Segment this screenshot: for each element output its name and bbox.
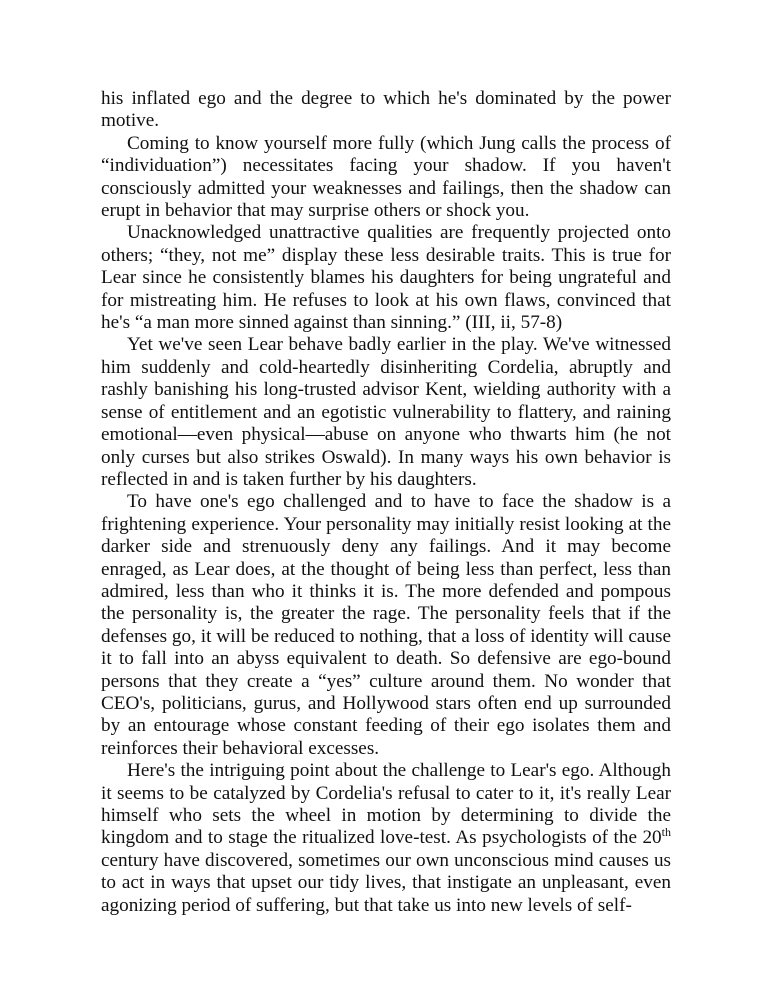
- document-page: [101, 88, 671, 917]
- paragraph-3: Unacknowledged unattractive qualities are frequently projected onto others; “they, not me” display these less desirable traits. This is true for Lear since he consistently blames his daughters for being ungrateful and for mistreating him. He refuses to look at his own flaws, convinced that he's “a man more sinned against than sinning.” (III, ii, 57-8): [101, 222, 671, 334]
- paragraph-6-text-start: Here's the intriguing point about the challenge to Lear's ego. Although it seems to be catalyzed by Cordelia's refusal to cater to it, it's really Lear himself who sets the wheel in motion by determining to divide the kingdom and to stage the ritualized love-test. As psychologists of the 20: [101, 760, 671, 849]
- paragraph-1: his inflated ego and the degree to which he's dominated by the power motive.: [101, 88, 671, 132]
- ordinal-superscript: th: [661, 825, 671, 840]
- paragraph-6: [101, 760, 671, 917]
- paragraph-4: Yet we've seen Lear behave badly earlier in the play. We've witnessed him suddenly and cold-heartedly disinheriting Cordelia, abruptly and rashly banishing his long-trusted advisor Kent, wielding authority with a sense of entitlement and an egotistic vulnerability to flattery, and raining emotional—even physical—abuse on anyone who thwarts him (he not only curses but also strikes Oswald). In many ways his own behavior is reflected in and is taken further by his daughters.: [101, 334, 671, 490]
- paragraph-2: Coming to know yourself more fully (which Jung calls the process of “individuation”) necessitates facing your shadow. If you haven't consciously admitted your weaknesses and failings, then the shadow can erupt in behavior that may surprise others or shock you.: [101, 132, 671, 222]
- paragraph-6-text-end: century have discovered, sometimes our own unconscious mind causes us to act in ways that upset our tidy lives, that instigate an unpleasant, even agonizing period of suffering, but that take us into new levels of self-: [101, 849, 671, 916]
- paragraph-5: To have one's ego challenged and to have to face the shadow is a frightening experience. Your personality may initially resist looking at the darker side and strenuously deny any failings. And it may become enraged, as Lear does, at the thought of being less than perfect, less than admired, less than who it thinks it is. The more defended and pompous the personality is, the greater the rage. The personality feels that if the defenses go, it will be reduced to nothing, that a loss of identity will cause it to fall into an abyss equivalent to death. So defensive are ego-bound persons that they create a “yes” culture around them. No wonder that CEO's, politicians, gurus, and Hollywood stars often end up surrounded by an entourage whose constant feeding of their ego isolates them and reinforces their behavioral excesses.: [101, 491, 671, 759]
